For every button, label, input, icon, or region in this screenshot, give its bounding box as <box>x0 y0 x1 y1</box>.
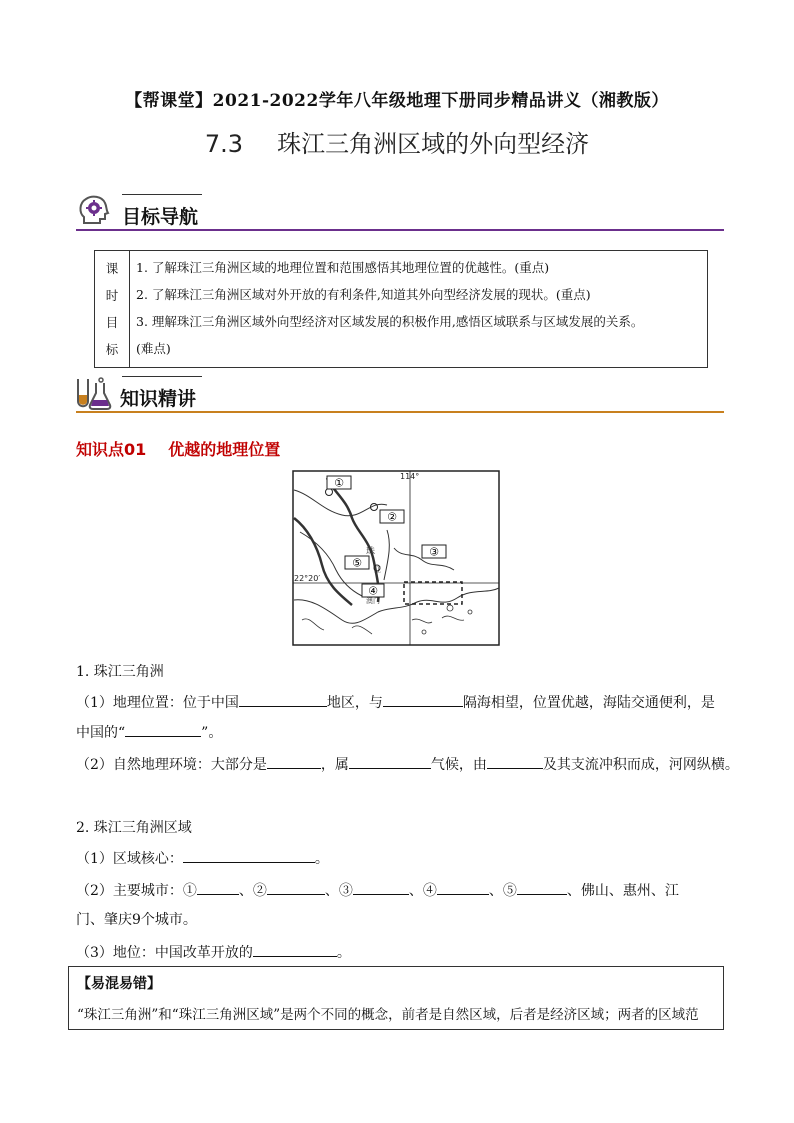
text-run: 地区，与 <box>326 695 383 711</box>
fill-blank[interactable] <box>487 754 543 769</box>
marker-4-label: ④ <box>368 584 378 598</box>
text-run: （1）地理位置：位于中国 <box>76 695 239 711</box>
fill-blank[interactable] <box>197 880 239 895</box>
text-run: （2）主要城市：① <box>76 883 197 899</box>
cities-line-2: 门、肇庆9个城市。 <box>76 912 197 928</box>
latitude-label: 22°20′ <box>294 574 321 583</box>
text-run: （1）区域核心： <box>76 851 183 867</box>
text-run: 。 <box>336 945 351 961</box>
fill-blank[interactable] <box>183 848 315 863</box>
page-title <box>0 124 794 159</box>
knowledge-point-title <box>76 437 280 460</box>
text-run: 、佛山、惠州、江 <box>566 883 679 899</box>
fill-blank[interactable] <box>517 880 567 895</box>
text-run: 气候，由 <box>430 757 487 773</box>
status-line <box>76 942 351 963</box>
knowledge-rule <box>76 411 724 413</box>
marker-3-label: ③ <box>429 545 439 559</box>
text-run: 及其支流冲积而成，河网纵横。 <box>542 757 739 773</box>
fill-blank[interactable] <box>267 880 325 895</box>
text-run: （3）地位：中国改革开放的 <box>76 945 253 961</box>
knowledge-point-name: 优越的地理位置 <box>168 440 281 459</box>
marker-1-label: ① <box>334 476 344 490</box>
text-run: 、② <box>238 883 267 899</box>
goals-rule <box>76 229 724 231</box>
tip-box <box>68 966 724 1030</box>
section-overline <box>122 376 202 377</box>
knowledge-point-label: 知识点01 <box>76 440 147 459</box>
fill-blank[interactable] <box>383 692 463 707</box>
longitude-label: 114° <box>400 472 420 481</box>
map-label-zhu: 珠 <box>366 547 376 557</box>
goal-item: 2. 了解珠江三角洲区域对外开放的有利条件,知道其外向型经济发展的现状。(重点) <box>136 287 591 302</box>
text-run: ，属 <box>320 757 349 773</box>
text-run: 、③ <box>324 883 353 899</box>
map-marker-1 <box>327 476 351 490</box>
goals-label-cell <box>95 251 130 368</box>
fill-blank[interactable] <box>125 722 201 737</box>
text-run: （2）自然地理环境：大部分是 <box>76 757 267 773</box>
map-marker-4 <box>362 584 384 598</box>
map-label-macau: 澳门 <box>366 597 380 605</box>
flask-icon <box>74 375 110 411</box>
map-marker-5 <box>345 556 369 570</box>
text-run: 、⑤ <box>488 883 517 899</box>
pearl-river-delta-map <box>292 470 500 646</box>
tip-title: 【易混易错】 <box>77 976 161 992</box>
goals-label-char: 时 <box>105 288 119 303</box>
location-line <box>76 692 715 713</box>
location-line-2 <box>76 722 222 743</box>
goals-label-char: 标 <box>105 342 119 357</box>
marker-5-label: ⑤ <box>352 556 362 570</box>
text-run: 隔海相望，位置优越，海陆交通便利，是 <box>462 695 715 711</box>
cities-line <box>76 880 679 901</box>
tip-text: “珠江三角洲”和“珠江三角洲区域”是两个不同的概念，前者是自然区域，后者是经济区域；两者的区域范 <box>77 1007 699 1023</box>
fill-blank[interactable] <box>267 754 321 769</box>
text-run: 中国的“ <box>76 725 126 741</box>
knowledge-heading: 知识精讲 <box>120 388 197 410</box>
section-overline <box>122 194 202 195</box>
goal-item: 1. 了解珠江三角洲区域的地理位置和范围感悟其地理位置的优越性。(重点) <box>136 260 550 275</box>
text-run: 、④ <box>408 883 437 899</box>
goals-table <box>94 250 708 368</box>
fill-blank[interactable] <box>353 880 409 895</box>
environment-line <box>76 754 739 775</box>
map-marker-2 <box>380 510 404 524</box>
fill-blank[interactable] <box>253 942 337 957</box>
marker-2-label: ② <box>387 510 397 524</box>
fill-blank[interactable] <box>437 880 489 895</box>
section-title: 珠江三角洲区域的外向型经济 <box>277 130 590 158</box>
fill-blank[interactable] <box>349 754 431 769</box>
goals-label-char: 目 <box>105 315 119 330</box>
map-marker-3 <box>422 545 446 559</box>
goals-label-char: 课 <box>105 261 119 276</box>
part1-heading: 1. 珠江三角洲 <box>76 664 164 680</box>
goal-item: 3. 理解珠江三角洲区域外向型经济对区域发展的积极作用,感悟区域联系与区域发展的关系。 <box>136 314 644 329</box>
core-line <box>76 848 329 869</box>
goals-items-cell <box>130 251 708 368</box>
map-label-jiang: 江 <box>374 566 381 574</box>
fill-blank[interactable] <box>239 692 327 707</box>
head-gear-icon <box>76 193 112 229</box>
text-run: ”。 <box>201 725 223 741</box>
goal-item: (难点) <box>136 341 171 356</box>
section-number: 7.3 <box>204 130 244 158</box>
goals-heading: 目标导航 <box>122 206 199 228</box>
series-title: 【帮课堂】2021-2022学年八年级地理下册同步精品讲义（湘教版） <box>125 91 669 111</box>
text-run: 。 <box>314 851 329 867</box>
part2-heading: 2. 珠江三角洲区域 <box>76 820 192 836</box>
